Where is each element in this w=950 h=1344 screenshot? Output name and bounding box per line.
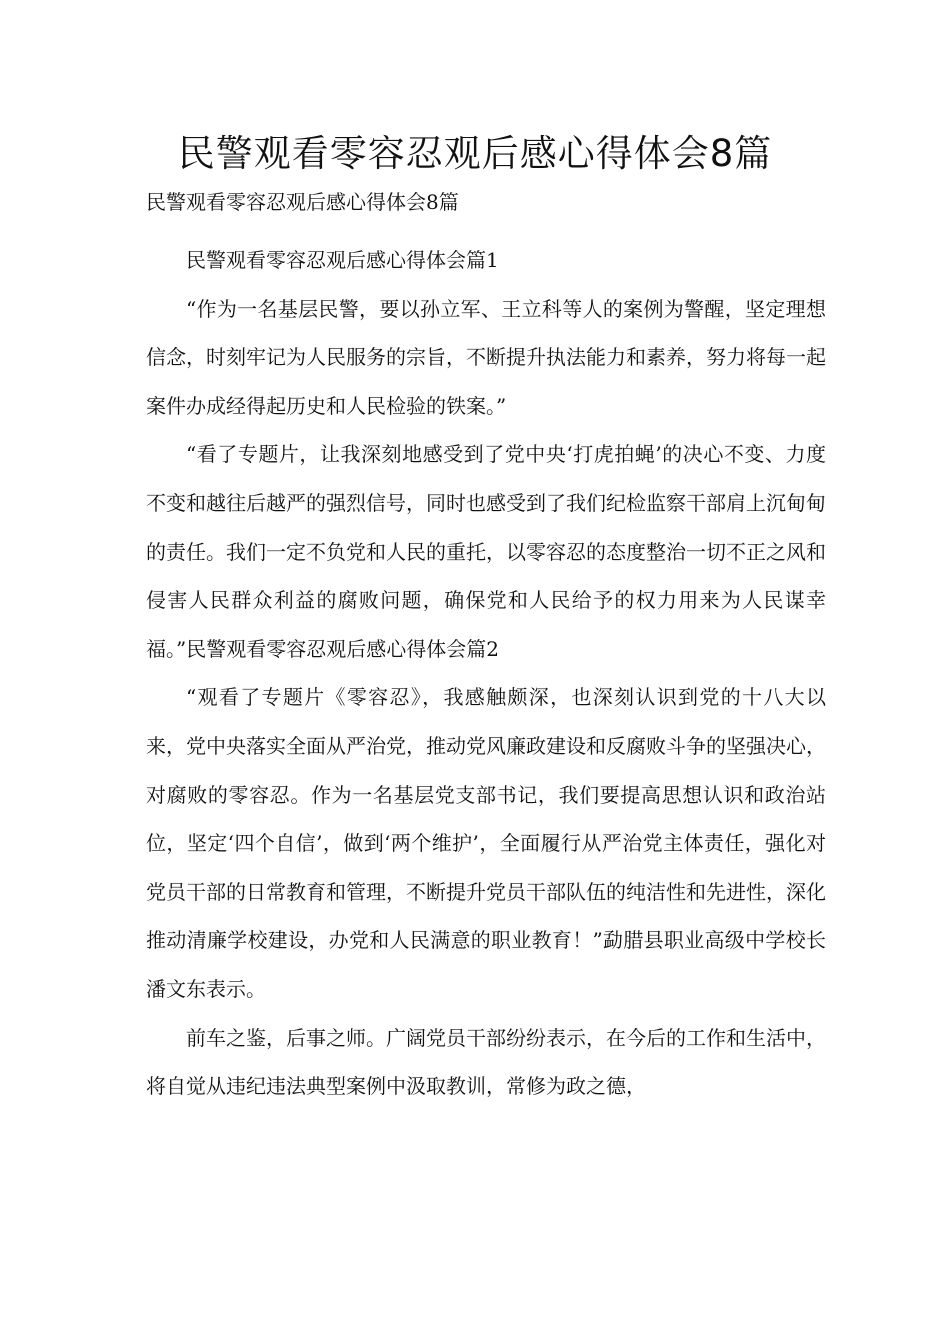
document-title: 民警观看零容忍观后感心得体会8篇	[177, 132, 773, 175]
paragraph: “观看了专题片《零容忍》，我感触颇深，也深刻认识到党的十八大以来，党中央落实全面从严治党，推动党风廉政建设和反腐败斗争的坚强决心，对腐败的零容忍。作为一名基层党支部书记，我们要提高思想认识和政治站位，坚定‘四个自信’，做到‘两个维护’，全面履行从严治党主体责任，强化对党员干部的日常教育和管理，不断提升党员干部队伍的纯洁性和先进性，深化推动清廉学校建设，办党和人民满意的职业教育！”勐腊县职业高级中学校长潘文东表示。	[146, 685, 826, 1001]
paragraph: “作为一名基层民警，要以孙立军、王立科等人的案例为警醒，坚定理想信念，时刻牢记为人民服务的宗旨，不断提升执法能力和素养，努力将每一起案件办成经得起历史和人民检验的铁案。”	[146, 296, 826, 418]
document-subtitle: 民警观看零容忍观后感心得体会8篇	[146, 190, 459, 214]
paragraph: “看了专题片，让我深刻地感受到了党中央‘打虎拍蝇’的决心不变、力度不变和越往后越严的强烈信号，同时也感受到了我们纪检监察干部肩上沉甸甸的责任。我们一定不负党和人民的重托，以零容忍的态度整治一切不正之风和侵害人民群众利益的腐败问题，确保党和人民给予的权力用来为人民谋幸福。”民警观看零容忍观后感心得体会篇2	[146, 442, 826, 661]
section-heading: 民警观看零容忍观后感心得体会篇1	[186, 248, 499, 272]
paragraph: 前车之鉴，后事之师。广阔党员干部纷纷表示，在今后的工作和生活中，将自觉从违纪违法典型案例中汲取教训，常修为政之德，	[146, 1025, 826, 1099]
document-body	[146, 236, 826, 1111]
